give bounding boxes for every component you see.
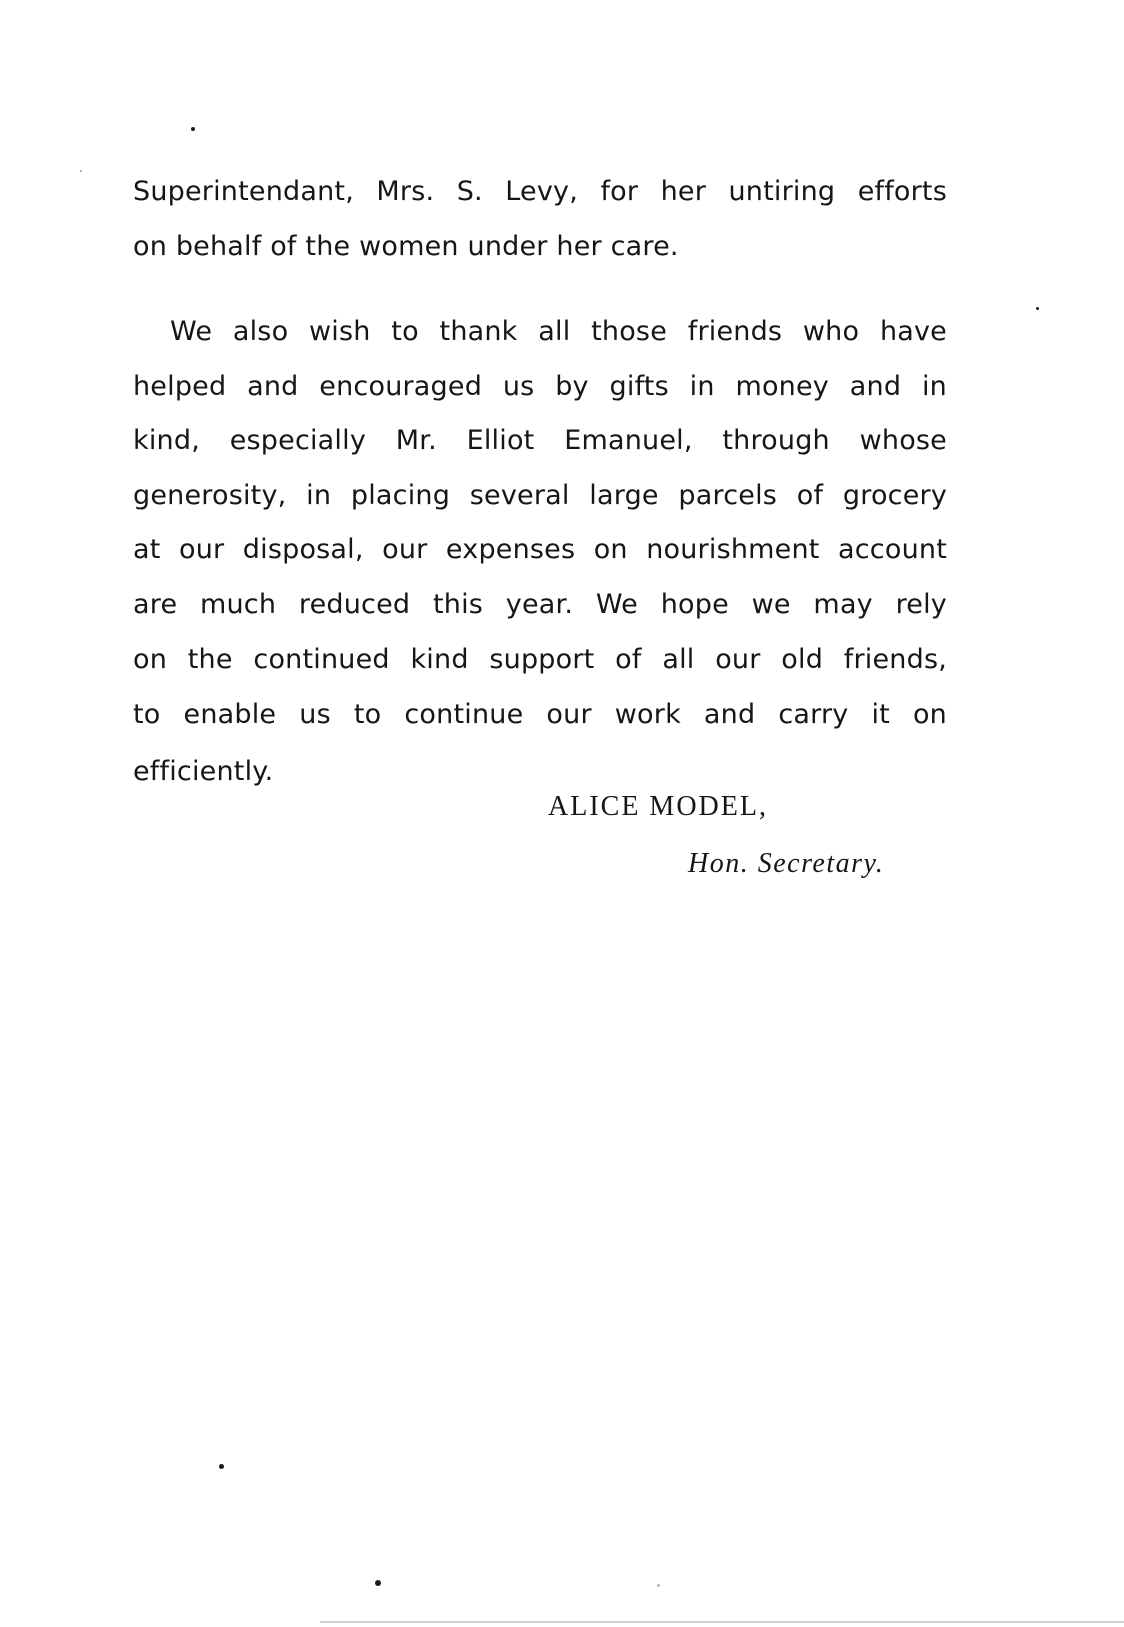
paragraph-2-line-1: We also wish to thank all those friends who have — [170, 316, 947, 347]
paragraph-2-line-3: kind, especially Mr. Elliot Emanuel, through whose — [133, 425, 947, 456]
signature-name: ALICE MODEL, — [548, 791, 768, 822]
paragraph-2-line-7: on the continued kind support of all our old friends, — [133, 644, 947, 675]
scan-speck — [375, 1580, 381, 1586]
paragraph-1-line-1: Superintendant, Mrs. S. Levy, for her untiring efforts — [133, 176, 947, 207]
paragraph-1-line-2: on behalf of the women under her care. — [133, 231, 679, 262]
paragraph-2-line-5: at our disposal, our expenses on nourishment account — [133, 534, 947, 565]
paragraph-2-line-2: helped and encouraged us by gifts in money and in — [133, 371, 947, 402]
scan-speck — [80, 170, 82, 172]
paragraph-2-line-6: are much reduced this year. We hope we may rely — [133, 589, 947, 620]
scan-speck — [219, 1464, 224, 1469]
signature-title: Hon. Secretary. — [688, 848, 885, 879]
scan-speck — [657, 1584, 660, 1587]
scan-edge-line — [320, 1621, 1124, 1623]
paragraph-2-line-9: efficiently. — [133, 756, 274, 787]
paragraph-2-line-8: to enable us to continue our work and carry it on — [133, 699, 947, 730]
scan-speck — [191, 127, 195, 131]
scan-speck — [1036, 307, 1039, 310]
paragraph-2-line-4: generosity, in placing several large parcels of grocery — [133, 480, 947, 511]
